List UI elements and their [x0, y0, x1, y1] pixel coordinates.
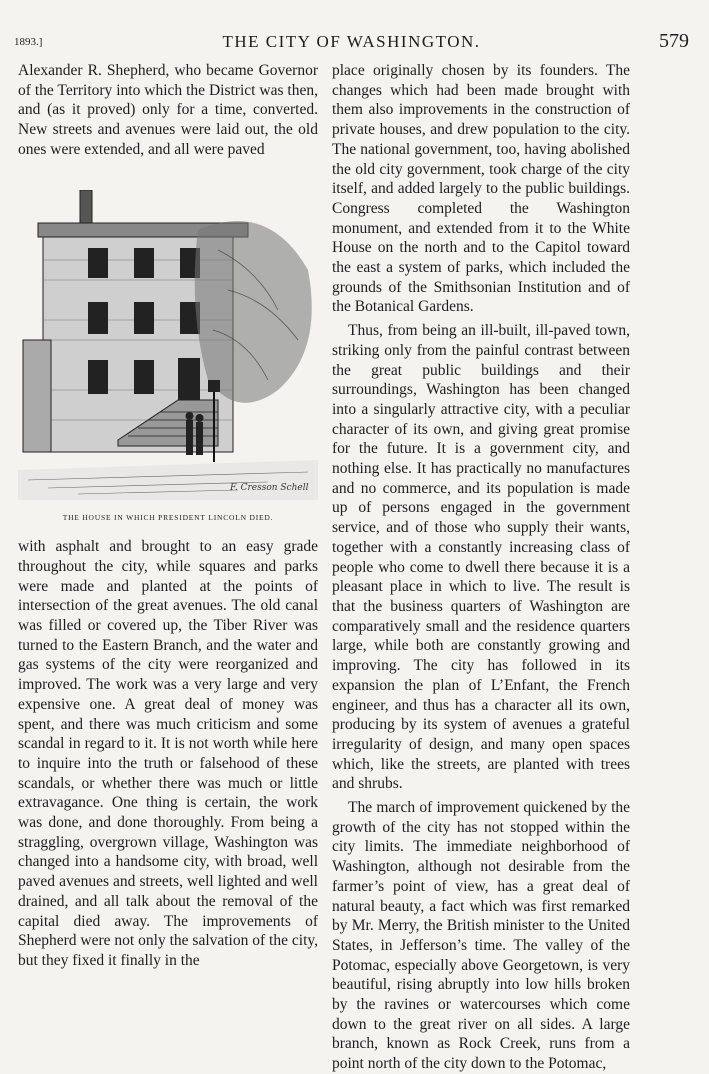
right-paragraph-3: The march of improvement quickened by the growth of the city has not stopped within the city limits. The immediate neighborhood of Washington, although not desirable from the farmer’s point of view, has a great deal of natural beauty, a fact which was first remarked by Mr. Merry, the British minister to the United States, in Jefferson’s time. The valley of the Potomac, especially above Georgetown, is very beautiful, rising abruptly into low hills broken by the ravines or watercourses which come down to the great river on all sides. A large branch, known as Rock Creek, runs from a point north of the city down to the Potomac,	[332, 799, 630, 1073]
house-engraving	[18, 190, 318, 500]
page-number: 579	[659, 30, 689, 52]
left-paragraph-2: with asphalt and brought to an easy grade throughout the city, while squares and parks were made and planted at the points of intersection of the great avenues. The old canal was filled or covered up, the Tiber River was turned to the Eastern Branch, and the water and gas systems of the city were reorganized and improved. The work was a very large and very expensive one. A great deal of money was spent, and there was much criticism and some scandal in regard to it. It is not worth while here to inquire into the truth or falsehood of these scandals, or whether there was much or little extravagance. One thing is certain, the work was done, and done thoroughly. From being a straggling, overgrown village, Washington was changed into a handsome city, with broad, well paved avenues and streets, well lighted and well drained, and all talk about the removal of the capital died away. The improvements of Shepherd were not only the salvation of the city, but they fixed it finally in the	[18, 538, 318, 969]
left-paragraph-1: Alexander R. Shepherd, who became Governor of the Territory into which the District was then, and (as it proved) only for a time, converted. New streets and avenues were laid out, the old ones were extended, and all were paved	[18, 62, 318, 158]
header-year: 1893.]	[14, 36, 43, 48]
running-title: THE CITY OF WASHINGTON.	[222, 32, 481, 51]
right-paragraph-2: Thus, from being an ill-built, ill-paved town, striking only from the painful contrast between the great public buildings and their surroundings, Washington has been changed into a singularly attractive city, with a peculiar character of its own, and giving great promise for the future. It is a government city, and nothing else. It has practically no manufactures and no commerce, and its population is made up of persons engaged in the government service, and of those who supply their wants, together with a constantly increasing class of people who come to dwell there because it is a pleasant place in which to live. The result is that the business quarters of Washington are comparatively small and the residence quarters large, while both are constantly growing and improving. The city has followed in its expansion the plan of L’Enfant, the French engineer, and thus has a character all its own, producing by its system of avenues a grateful irregularity of design, and many open spaces which, like the streets, are planted with trees and shrubs.	[332, 322, 630, 793]
figure-caption: THE HOUSE IN WHICH PRESIDENT LINCOLN DIED.	[62, 512, 274, 522]
page-header	[14, 32, 689, 56]
illustration	[18, 190, 318, 528]
right-column	[332, 61, 630, 1074]
left-column	[18, 61, 318, 971]
artist-signature: F. Cresson Schell	[230, 482, 309, 493]
right-paragraph-1: place originally chosen by its founders. The changes which had been made brought with them also improvements in the construction of private houses, and drew population to the city. The national government, too, having abolished the old city government, took charge of the city itself, and added largely to the public buildings. Congress completed the Washington monument, and extended from it to the White House on the north and to the Capitol toward the east a system of parks, which included the grounds of the Smithsonian Institution and of the Botanical Gardens.	[332, 62, 630, 316]
